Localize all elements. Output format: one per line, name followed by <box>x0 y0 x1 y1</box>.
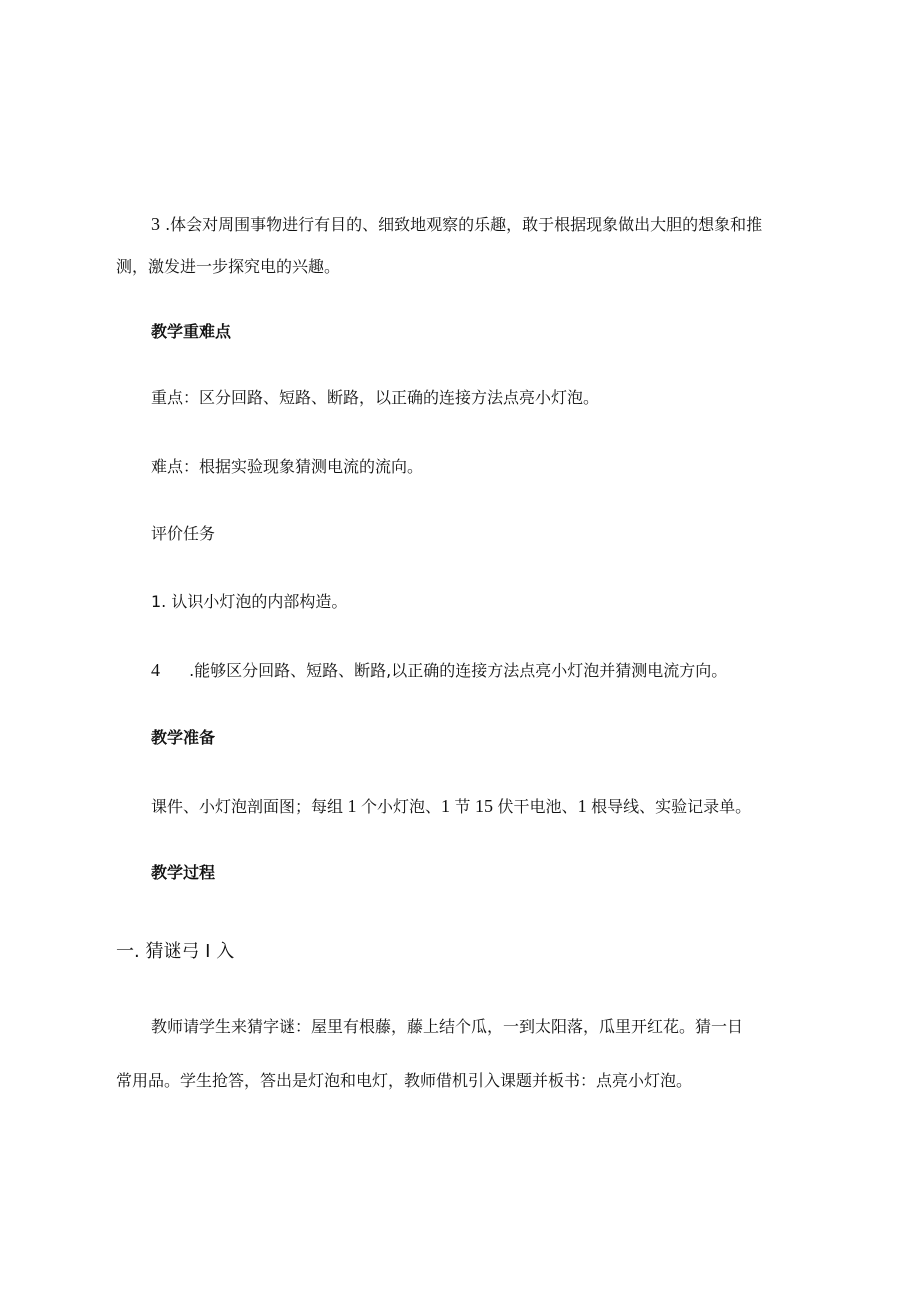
process-heading: 教学过程 <box>151 863 216 882</box>
preparation-heading: 教学准备 <box>151 728 216 747</box>
section-1-paragraph-line-2: 常用品。学生抢答，答出是灯泡和电灯，教师借机引入课题并板书：点亮小灯泡。 <box>116 1071 693 1090</box>
objective-3-line-2: 测，激发进一步探究电的兴趣。 <box>116 257 341 276</box>
prep-num-2: 1 <box>441 796 455 816</box>
objective-3-text: .体会对周围事物进行有目的、细致地观察的乐趣，敢于根据现象做出大胆的想象和推 <box>160 215 763 234</box>
difficulty-text: 难点：根据实验现象猜测电流的流向。 <box>151 457 424 476</box>
prep-seg-3: 节 <box>454 797 471 816</box>
evaluation-item-2 <box>151 659 727 682</box>
section-1-title: 一. 猜谜弓 I 入 <box>116 941 235 962</box>
prep-seg-5: 根导线、实验记录单。 <box>591 797 752 816</box>
evaluation-item-1: 1. 认识小灯泡的内部构造。 <box>151 592 348 611</box>
evaluation-item-2-text: .能够区分回路、短路、断路,以正确的连接方法点亮小灯泡并猜测电流方向。 <box>184 661 728 680</box>
key-point-text: 重点：区分回路、短路、断路，以正确的连接方法点亮小灯泡。 <box>151 388 600 407</box>
prep-num-4: 1 <box>577 796 592 816</box>
objective-3-number: 3 <box>151 214 160 234</box>
evaluation-heading: 评价任务 <box>151 524 216 543</box>
prep-seg-4: 伏干电池、 <box>497 797 578 816</box>
prep-seg-2: 个小灯泡、 <box>361 797 442 816</box>
key-points-heading: 教学重难点 <box>151 322 232 341</box>
preparation-text <box>151 795 751 818</box>
prep-num-3: 15 <box>470 796 498 816</box>
prep-seg-1: 课件、小灯泡剖面图；每组 <box>151 797 344 816</box>
objective-3-line-1 <box>151 213 762 236</box>
evaluation-item-2-number: 4 <box>151 660 160 680</box>
prep-num-1: 1 <box>343 796 362 816</box>
section-1-paragraph-line-1: 教师请学生来猜字谜：屋里有根藤，藤上结个瓜，一到太阳落，瓜里开红花。猜一日 <box>151 1017 744 1036</box>
